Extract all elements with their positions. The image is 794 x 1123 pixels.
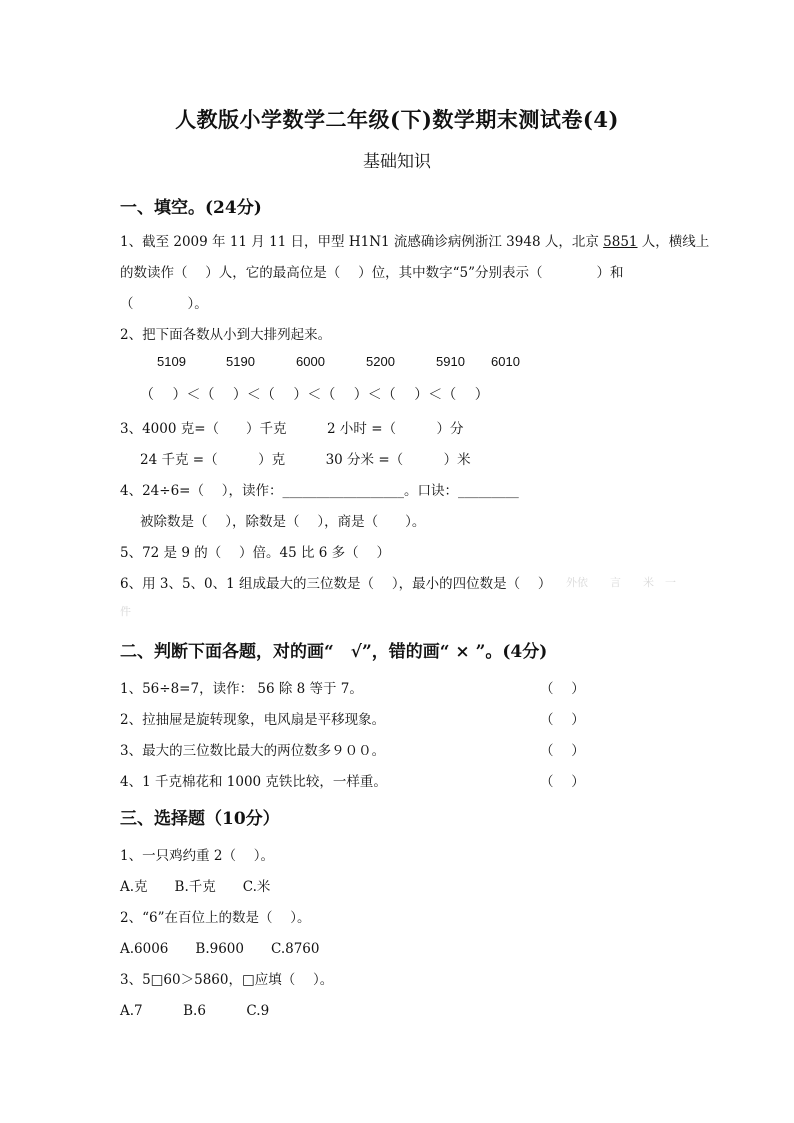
number-item: 6000 <box>296 354 325 369</box>
judge-item-3: 3、最大的三位数比最大的两位数多９００。 <box>120 743 386 759</box>
q3-line-b: 24 千克 =（ ）克 30 分米 =（ ）米 <box>140 452 471 468</box>
page-subtitle: 基础知识 <box>363 152 431 172</box>
judge-item-4: 4、1 千克棉花和 1000 克铁比较，一样重。 <box>120 774 387 790</box>
choice-q1-options: A.克 B.千克 C.米 <box>120 879 271 895</box>
number-item: 5910 <box>436 354 465 369</box>
q2-text: 2、把下面各数从小到大排列起来。 <box>120 327 332 343</box>
section2-heading: 二、判断下面各题，对的画“ √”，错的画“ × ”。(4分) <box>120 642 548 662</box>
number-item: 6010 <box>491 354 520 369</box>
q4-line-b: 被除数是（ ），除数是（ ），商是（ ）。 <box>140 514 426 530</box>
q5-text: 5、72 是 9 的（ ）倍。45 比 6 多（ ） <box>120 545 390 561</box>
choice-q3-options: A.7 B.6 C.9 <box>120 1003 270 1019</box>
q1-text-pre: 1、截至 2009 年 11 月 11 日，甲型 H1N1 流感确诊病例浙江 3948 人，北京 <box>120 234 604 250</box>
q4-line-a: 4、24÷6=（ ），读作：__________________。口诀：_________ <box>120 483 519 499</box>
judge-answer-paren-1: （ ） <box>540 681 585 697</box>
q6-faint-text: 外依 言 米 一 <box>566 576 676 589</box>
judge-answer-paren-4: （ ） <box>540 774 585 790</box>
number-item: 5190 <box>226 354 255 369</box>
choice-q3: 3、5□60＞5860，□应填（ ）。 <box>120 972 334 988</box>
choice-q2: 2、“6”在百位上的数是（ ）。 <box>120 910 311 926</box>
judge-answer-paren-2: （ ） <box>540 712 585 728</box>
judge-answer-paren-3: （ ） <box>540 743 585 759</box>
section1-heading: 一、填空。(24分) <box>120 198 262 218</box>
section3-heading: 三、选择题（10分） <box>120 809 280 829</box>
choice-q1: 1、一只鸡约重 2（ ）。 <box>120 848 275 864</box>
q6-text: 6、用 3、5、0、1 组成最大的三位数是（ ），最小的四位数是（ ） <box>120 576 552 592</box>
number-item: 5109 <box>157 354 186 369</box>
q1-text-post: 人，横线上 <box>637 234 710 250</box>
q1-line-b: 的数读作（ ）人，它的最高位是（ ）位，其中数字“5”分别表示（ ）和 <box>120 265 624 281</box>
q3-line-a: 3、4000 克=（ ）千克 2 小时 =（ ）分 <box>120 421 464 437</box>
q1-underlined-number: 5851 <box>603 234 638 250</box>
choice-q2-options: A.6006 B.9600 C.8760 <box>120 941 320 957</box>
judge-item-2: 2、拉抽屉是旋转现象，电风扇是平移现象。 <box>120 712 386 728</box>
q2-ordering-blanks: （ ）＜（ ）＜（ ）＜（ ）＜（ ）＜（ ） <box>140 387 489 403</box>
number-item: 5200 <box>366 354 395 369</box>
q6-faint-text-2: 件 <box>120 605 131 618</box>
q1-line-a <box>120 230 709 250</box>
judge-item-1: 1、56÷8=7，读作： 56 除 8 等于 7。 <box>120 681 363 697</box>
q1-line-c: （ ）。 <box>120 296 208 312</box>
page-title: 人教版小学数学二年级(下)数学期末测试卷(4) <box>175 107 619 132</box>
